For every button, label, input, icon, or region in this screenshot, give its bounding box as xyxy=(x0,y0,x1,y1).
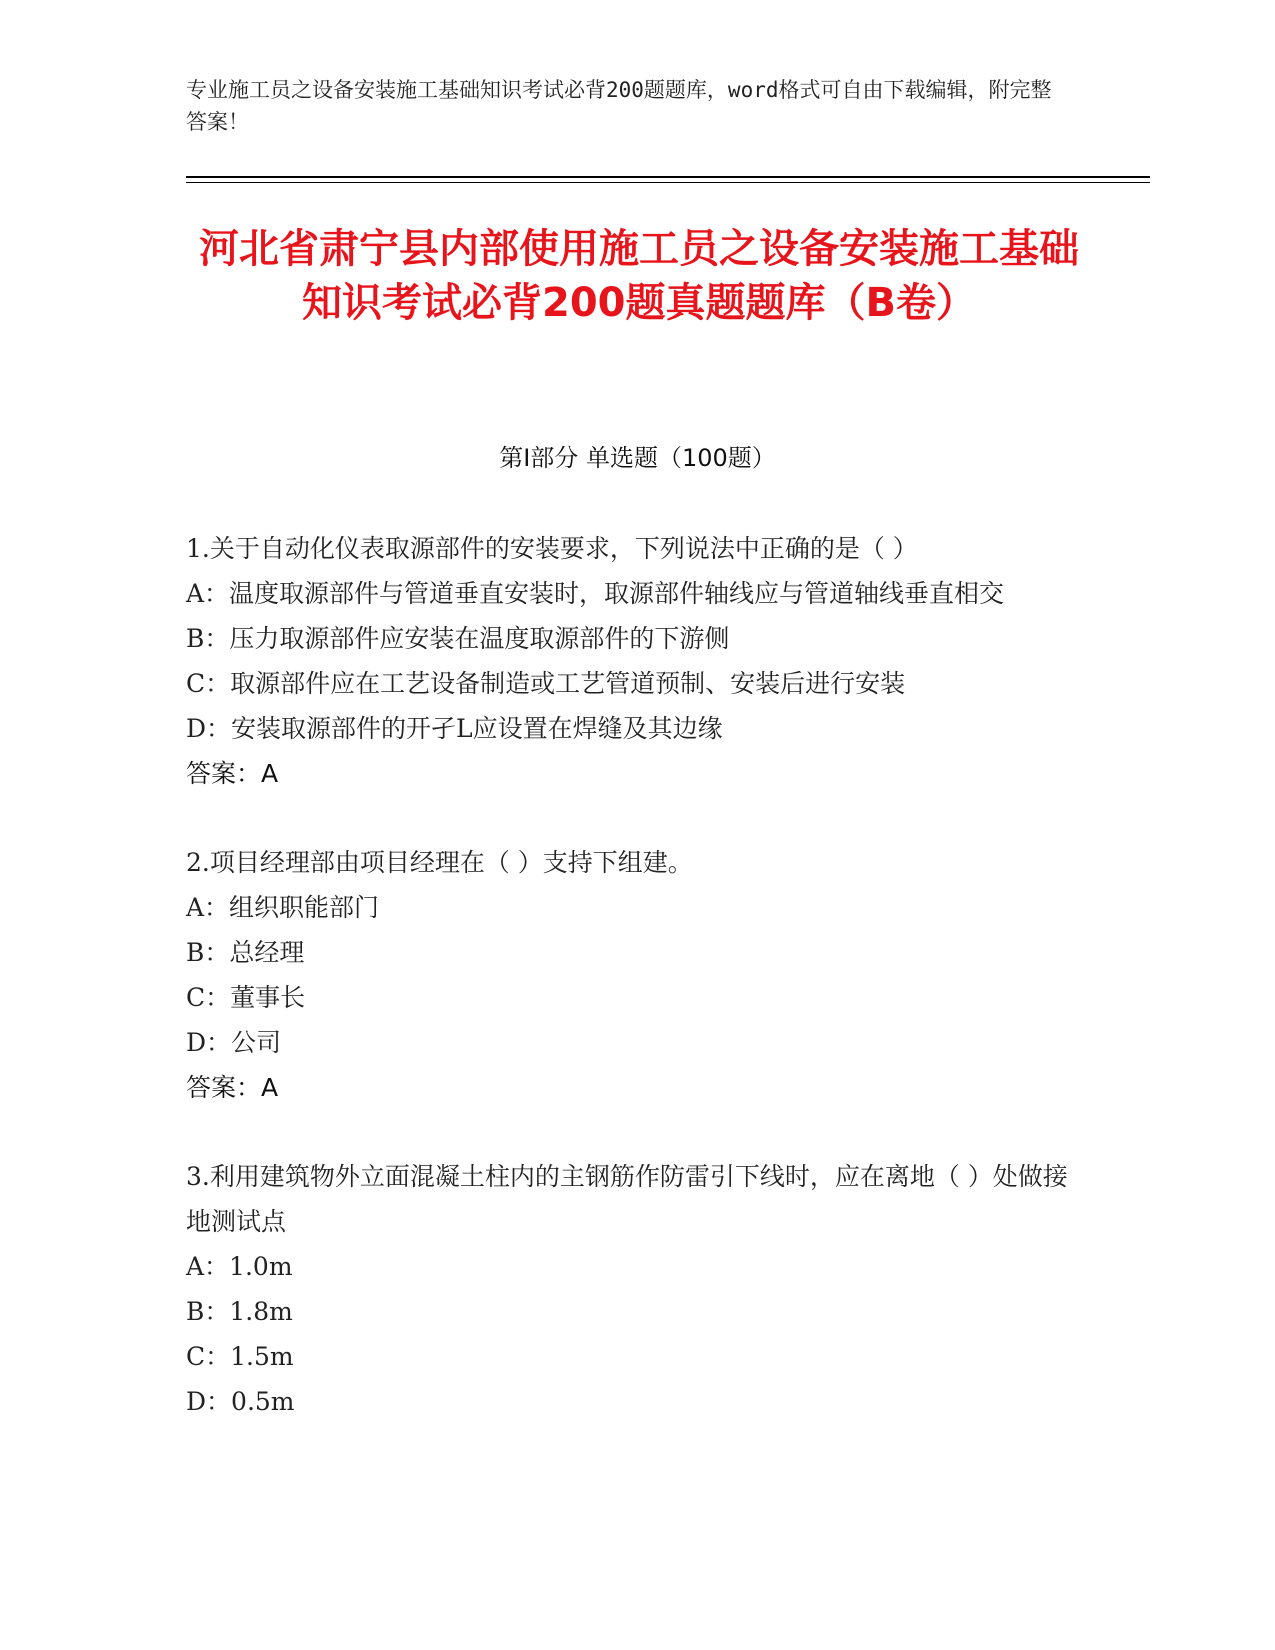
option-b: B：总经理 xyxy=(186,938,305,967)
option-a: A：组织职能部门 xyxy=(186,893,380,922)
question-2 xyxy=(186,840,1086,1110)
option-b: B：压力取源部件应安装在温度取源部件的下游侧 xyxy=(186,624,730,653)
option-a: A：1.0m xyxy=(186,1252,293,1281)
question-stem: 2.项目经理部由项目经理在（ ）支持下组建。 xyxy=(186,848,693,877)
header-rule xyxy=(186,176,1150,178)
question-list xyxy=(186,526,1086,1468)
option-a: A：温度取源部件与管道垂直安装时，取源部件轴线应与管道轴线垂直相交 xyxy=(186,579,1005,608)
option-b: B：1.8m xyxy=(186,1297,293,1326)
answer: 答案：A xyxy=(186,759,279,788)
question-stem: 3.利用建筑物外立面混凝土柱内的主钢筋作防雷引下线时，应在离地（ ）处做接地测试点 xyxy=(186,1162,1068,1236)
question-3 xyxy=(186,1154,1086,1424)
option-d: D：公司 xyxy=(186,1028,282,1057)
option-d: D：安装取源部件的开孑L应设置在焊缝及其边缘 xyxy=(186,714,723,743)
option-c: C：董事长 xyxy=(186,983,306,1012)
question-1 xyxy=(186,526,1086,796)
section-title: 第Ⅰ部分 单选题（100题） xyxy=(499,444,776,472)
option-c: C：取源部件应在工艺设备制造或工艺管道预制、安装后进行安装 xyxy=(186,669,906,698)
header-note: 专业施工员之设备安装施工基础知识考试必背200题题库，word格式可自由下载编辑，附完整答案！ xyxy=(186,78,1052,134)
document-title: 河北省肃宁县内部使用施工员之设备安装施工基础知识考试必背200题真题题库（B卷） xyxy=(199,226,1079,326)
answer: 答案：A xyxy=(186,1073,279,1102)
question-stem: 1.关于自动化仪表取源部件的安装要求，下列说法中正确的是（ ） xyxy=(186,534,918,563)
option-d: D：0.5m xyxy=(186,1387,295,1416)
header-rule-thin xyxy=(186,182,1150,183)
option-c: C：1.5m xyxy=(186,1342,294,1371)
